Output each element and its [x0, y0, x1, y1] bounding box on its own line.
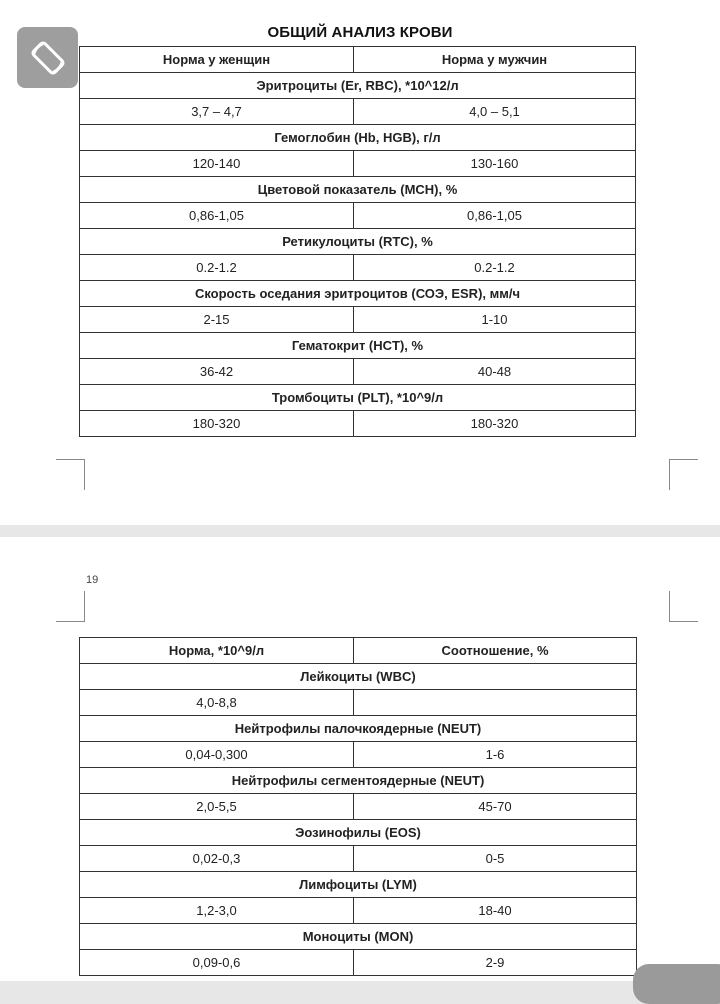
- section-title: Ретикулоциты (RTC), %: [80, 229, 636, 255]
- value-cell: 3,7 – 4,7: [80, 99, 354, 125]
- value-cell: 2-9: [354, 950, 637, 976]
- section-row: [80, 924, 637, 950]
- section-title: Лейкоциты (WBC): [80, 664, 637, 690]
- section-row: [80, 125, 636, 151]
- margin-mark: [669, 591, 698, 622]
- value-row: [80, 898, 637, 924]
- value-cell: 40-48: [354, 359, 636, 385]
- value-row: [80, 203, 636, 229]
- value-cell: 0.2-1.2: [80, 255, 354, 281]
- value-row: [80, 359, 636, 385]
- value-cell: 36-42: [80, 359, 354, 385]
- document-title: ОБЩИЙ АНАЛИЗ КРОВИ: [267, 24, 453, 41]
- section-row: [80, 333, 636, 359]
- value-cell: 2,0-5,5: [80, 794, 354, 820]
- value-cell: 4,0 – 5,1: [354, 99, 636, 125]
- section-row: [80, 73, 636, 99]
- section-row: [80, 229, 636, 255]
- margin-mark: [669, 459, 698, 490]
- scroll-handle[interactable]: [633, 964, 720, 1004]
- section-title: Тромбоциты (PLT), *10^9/л: [80, 385, 636, 411]
- header-norm: Норма, *10^9/л: [80, 638, 354, 664]
- value-cell: 0.2-1.2: [354, 255, 636, 281]
- value-row: [80, 794, 637, 820]
- value-row: [80, 846, 637, 872]
- value-cell: 1-10: [354, 307, 636, 333]
- section-title: Нейтрофилы палочкоядерные (NEUT): [80, 716, 637, 742]
- value-cell: 2-15: [80, 307, 354, 333]
- section-row: [80, 281, 636, 307]
- section-row: [80, 177, 636, 203]
- value-cell: [354, 690, 637, 716]
- value-cell: 180-320: [354, 411, 636, 437]
- screen-rotate-icon: [28, 38, 68, 78]
- value-cell: 1,2-3,0: [80, 898, 354, 924]
- value-cell: 1-6: [354, 742, 637, 768]
- table-header-row: [80, 638, 637, 664]
- value-row: [80, 742, 637, 768]
- section-row: [80, 664, 637, 690]
- value-row: [80, 411, 636, 437]
- page-number: 19: [86, 574, 99, 586]
- value-cell: 120-140: [80, 151, 354, 177]
- section-title: Эритроциты (Er, RBC), *10^12/л: [80, 73, 636, 99]
- header-women: Норма у женщин: [80, 47, 354, 73]
- value-cell: 0,86-1,05: [354, 203, 636, 229]
- section-title: Гемоглобин (Hb, HGB), г/л: [80, 125, 636, 151]
- header-ratio: Соотношение, %: [354, 638, 637, 664]
- section-title: Нейтрофилы сегментоядерные (NEUT): [80, 768, 637, 794]
- value-row: [80, 690, 637, 716]
- section-title: Эозинофилы (EOS): [80, 820, 637, 846]
- value-cell: 18-40: [354, 898, 637, 924]
- section-row: [80, 872, 637, 898]
- value-cell: 130-160: [354, 151, 636, 177]
- value-cell: 0-5: [354, 846, 637, 872]
- value-cell: 180-320: [80, 411, 354, 437]
- value-cell: 0,09-0,6: [80, 950, 354, 976]
- value-row: [80, 950, 637, 976]
- table-header-row: [80, 47, 636, 73]
- value-cell: 45-70: [354, 794, 637, 820]
- margin-mark: [56, 591, 85, 622]
- section-title: Гематокрит (HCT), %: [80, 333, 636, 359]
- blood-test-table-2: [79, 637, 637, 976]
- header-men: Норма у мужчин: [354, 47, 636, 73]
- value-row: [80, 99, 636, 125]
- section-title: Цветовой показатель (MCH), %: [80, 177, 636, 203]
- rotate-screen-button[interactable]: [17, 27, 78, 88]
- section-title: Лимфоциты (LYM): [80, 872, 637, 898]
- section-title: Скорость оседания эритроцитов (СОЭ, ESR), мм/ч: [80, 281, 636, 307]
- value-row: [80, 255, 636, 281]
- blood-test-table-1: [79, 46, 636, 437]
- section-row: [80, 385, 636, 411]
- section-row: [80, 768, 637, 794]
- section-row: [80, 716, 637, 742]
- value-cell: 0,04-0,300: [80, 742, 354, 768]
- section-title: Моноциты (MON): [80, 924, 637, 950]
- value-row: [80, 151, 636, 177]
- margin-mark: [56, 459, 85, 490]
- value-cell: 0,86-1,05: [80, 203, 354, 229]
- value-cell: 0,02-0,3: [80, 846, 354, 872]
- value-row: [80, 307, 636, 333]
- section-row: [80, 820, 637, 846]
- value-cell: 4,0-8,8: [80, 690, 354, 716]
